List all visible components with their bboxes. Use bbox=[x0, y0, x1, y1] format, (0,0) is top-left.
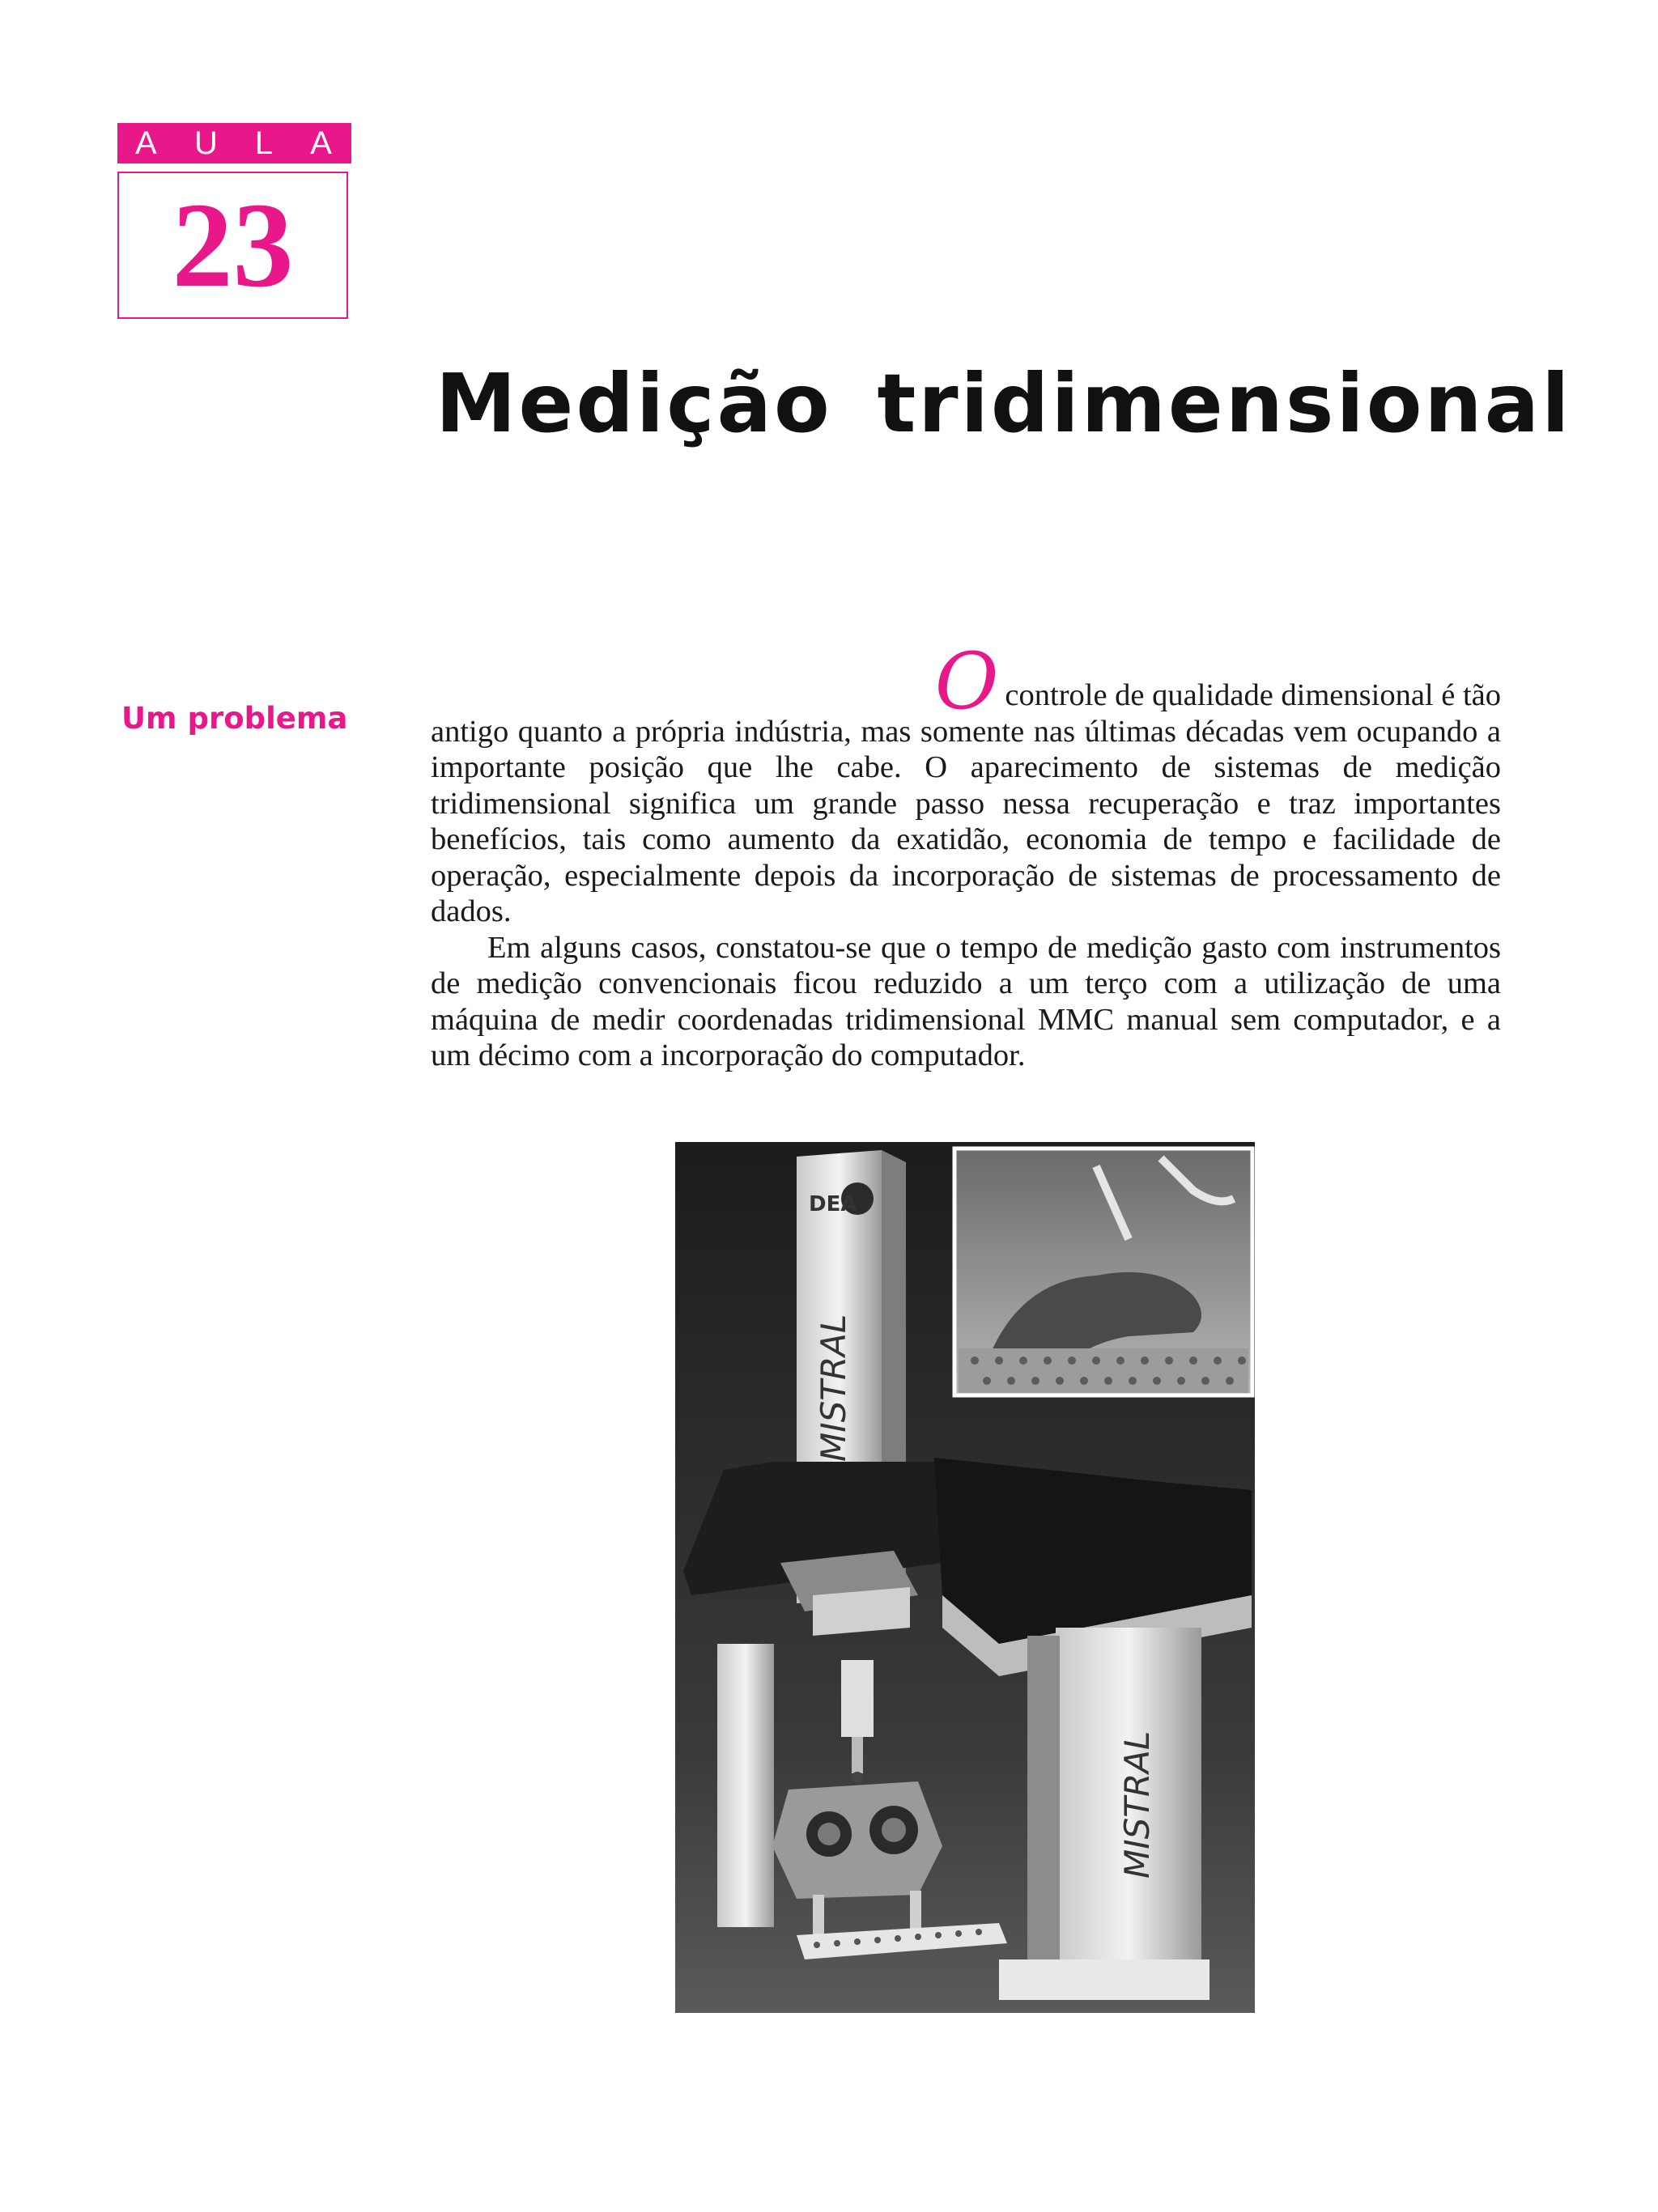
pillar-label: MISTRAL bbox=[1117, 1730, 1157, 1879]
inset-photo bbox=[954, 1148, 1252, 1395]
aula-letter: A bbox=[135, 125, 159, 161]
paragraph-1: antigo quanto a própria indústria, mas somente nas últimas décadas vem ocupando a importante posição que lhe cabe. O aparecimento de sistemas de medição tridimensional significa um grande passo nessa recuperação e traz importantes benefícios, tais como aumento da exatidão, economia de tempo e facilidade de operação, especialmente depois da incorporação de sistemas de processamento de dados. bbox=[431, 714, 1501, 928]
section-label: Um problema bbox=[121, 701, 348, 736]
page-title: Medição tridimensional bbox=[436, 356, 1572, 451]
first-line bbox=[431, 636, 1501, 727]
paragraph-2: Em alguns casos, constatou-se que o tempo de medição gasto com instrumentos de medição convencionais ficou reduzido a um terço com a utilização de uma máquina de medir coordenadas tridimensional MMC manual sem computador, e a um décimo com a incorporação do computador. bbox=[431, 930, 1501, 1072]
aula-badge bbox=[117, 123, 351, 163]
brand-label: DEA bbox=[809, 1192, 857, 1216]
first-line-text: controle de qualidade dimensional é tão bbox=[1005, 678, 1501, 712]
drop-cap: O bbox=[934, 636, 999, 727]
cmm-machine-photo bbox=[675, 1142, 1255, 2013]
lesson-number: 23 bbox=[117, 172, 348, 319]
aula-letter: U bbox=[193, 125, 219, 161]
body-text bbox=[431, 636, 1501, 1074]
cmm-machine-illustration bbox=[675, 1142, 1255, 2013]
aula-letter: L bbox=[254, 125, 275, 161]
column-label: MISTRAL bbox=[814, 1314, 853, 1462]
aula-letter: A bbox=[310, 125, 334, 161]
